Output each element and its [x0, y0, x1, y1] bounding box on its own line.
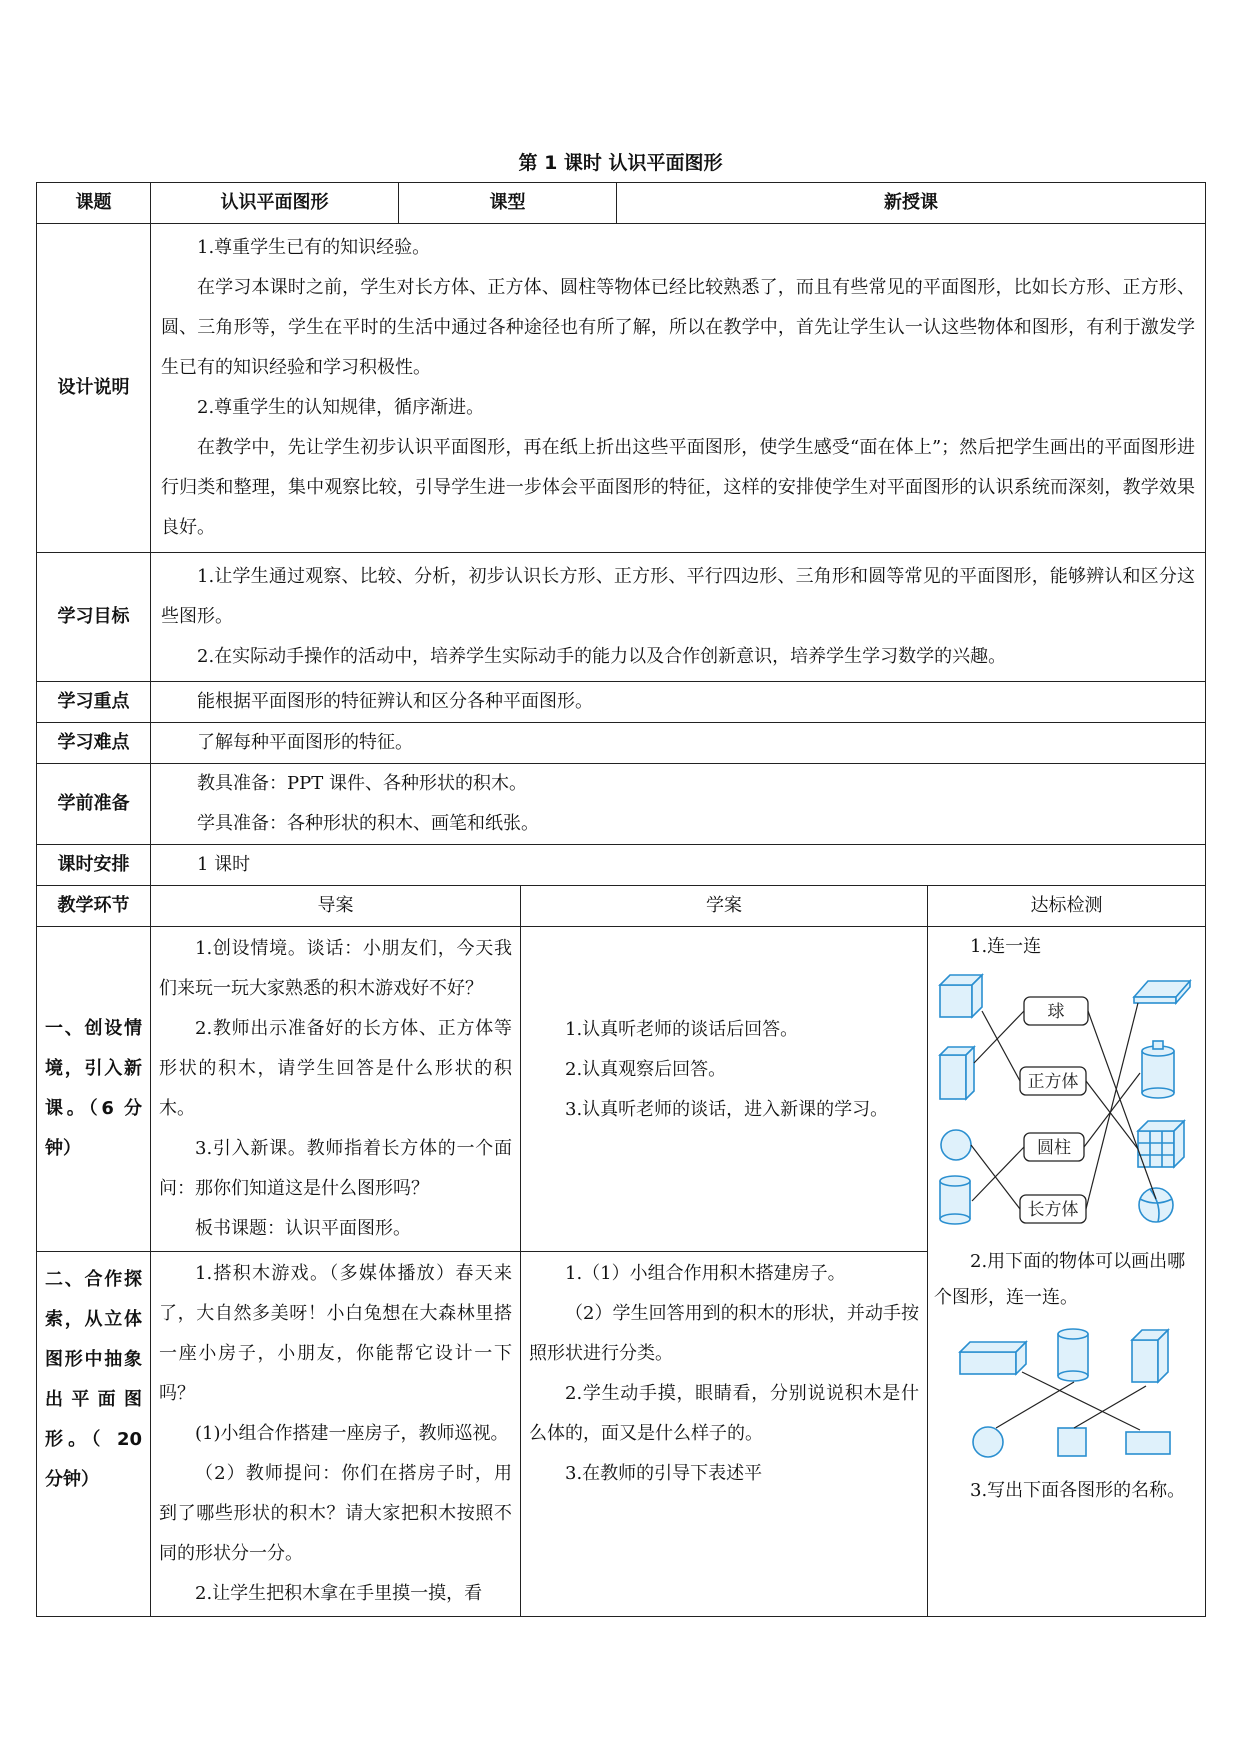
- match-lines-1: [971, 1003, 1156, 1209]
- sec2-study-para: （2）学生回答用到的积木的形状，并动手按照形状进行分类。: [529, 1303, 919, 1364]
- goals-body: [151, 553, 1206, 682]
- col-check: 达标检测: [928, 886, 1206, 927]
- check-q3: 3.写出下面各图形的名称。: [970, 1480, 1186, 1501]
- cuboid-tall-icon: [1132, 1330, 1168, 1382]
- type-key: 课型: [399, 183, 617, 224]
- sec2-guide: [151, 1252, 521, 1617]
- sec1-guide-para: 2.教师出示准备好的长方体、正方体等形状的积木，请学生回答是什么形状的积木。: [159, 1018, 512, 1119]
- sec1-study-para: 3.认真听老师的谈话，进入新课的学习。: [565, 1099, 889, 1120]
- prep-para: 教具准备：PPT 课件、各种形状的积木。: [197, 773, 527, 794]
- rubik-cube-icon: [1138, 1121, 1184, 1167]
- sec2-guide-para: 1.搭积木游戏。（多媒体播放）春天来了，大自然多美呀！小白兔想在大森林里搭一座小房子，小朋友，你能帮它设计一下吗？: [159, 1263, 512, 1404]
- prep-body: [151, 764, 1206, 845]
- sec1-study-para: 1.认真听老师的谈话后回答。: [565, 1019, 799, 1040]
- sphere-icon: [941, 1130, 971, 1160]
- sec1-guide-para: 3.引入新课。教师指着长方体的一个面问：那你们知道这是什么图形吗？: [159, 1138, 512, 1199]
- design-label: 设计说明: [37, 224, 151, 553]
- cylinder-icon: [940, 1176, 970, 1224]
- slab-icon: [1134, 981, 1190, 1003]
- label-cuboid: 长方体: [1027, 1200, 1079, 1220]
- design-para: 2.尊重学生的认知规律，循序渐进。: [197, 397, 485, 418]
- sec2-guide-para: (1)小组合作搭建一座房子，教师巡视。: [195, 1423, 509, 1444]
- lesson-plan-table: [36, 182, 1206, 1617]
- key-text: 能根据平面图形的特征辨认和区分各种平面图形。: [197, 691, 593, 712]
- type-value: 新授课: [617, 183, 1206, 224]
- difficult-text: 了解每种平面图形的特征。: [197, 732, 413, 753]
- goals-para: 1.让学生通过观察、比较、分析，初步认识长方形、正方形、平行四边形、三角形和圆等常见的平面图形，能够辨认和区分这些图形。: [161, 566, 1195, 627]
- sec2-study: [521, 1252, 928, 1617]
- cuboid-flat-icon: [960, 1342, 1026, 1374]
- sec2-study-para: 2.学生动手摸，眼睛看，分别说说积木是什么体的，面又是什么样子的。: [529, 1383, 919, 1444]
- check-cell: [928, 927, 1206, 1617]
- sec1-label: 一、创设情境，引入新课。（6 分钟）: [37, 927, 151, 1252]
- design-para: 1.尊重学生已有的知识经验。: [197, 237, 431, 258]
- label-cylinder: 圆柱: [1037, 1138, 1071, 1158]
- can-icon: [1142, 1041, 1174, 1098]
- square-icon: [1058, 1428, 1086, 1456]
- design-para: 在学习本课时之前，学生对长方体、正方体、圆柱等物体已经比较熟悉了，而且有些常见的平面图形，比如长方形、正方形、圆、三角形等，学生在平时的生活中通过各种途径也有所了解，所以在教学中，首先让学生认一认这些物体和图形，有利于激发学生已有的知识经验和学习积极性。: [161, 277, 1195, 378]
- sec1-study: [521, 927, 928, 1252]
- match-diagram-2: [934, 1316, 1200, 1458]
- sec2-study-para: 3.在教师的引导下表述平: [565, 1463, 763, 1484]
- check-q1: 1.连一连: [970, 936, 1042, 957]
- sec1-guide-para: 板书课题：认识平面图形。: [195, 1218, 411, 1239]
- circle-icon: [973, 1427, 1003, 1457]
- goals-para: 2.在实际动手操作的活动中，培养学生实际动手的能力以及合作创新意识，培养学生学习数学的兴趣。: [197, 646, 1007, 667]
- key-label: 学习重点: [37, 682, 151, 723]
- rectangle-icon: [1126, 1432, 1170, 1454]
- topic-key: 课题: [37, 183, 151, 224]
- label-ball: 球: [1047, 1002, 1065, 1022]
- label-cube: 正方体: [1027, 1072, 1079, 1092]
- cylinder-2-icon: [1058, 1329, 1088, 1381]
- sec2-guide-para: （2）教师提问：你们在搭房子时，用到了哪些形状的积木？请大家把积木按照不同的形状分一分。: [159, 1463, 512, 1564]
- check-q2: 2.用下面的物体可以画出哪个图形，连一连。: [934, 1251, 1186, 1308]
- prep-para: 学具准备：各种形状的积木、画笔和纸张。: [197, 813, 539, 834]
- prep-label: 学前准备: [37, 764, 151, 845]
- match-diagram-1: [934, 967, 1200, 1229]
- col-guide: 导案: [151, 886, 521, 927]
- hours-label: 课时安排: [37, 845, 151, 886]
- sec2-label: 二、合作探索，从立体图形中抽象出平面图形。（ 20 分钟）: [37, 1252, 151, 1617]
- design-body: [151, 224, 1206, 553]
- col-study: 学案: [521, 886, 928, 927]
- page-title: 第 1 课时 认识平面图形: [518, 152, 723, 174]
- topic-value: 认识平面图形: [151, 183, 399, 224]
- goals-label: 学习目标: [37, 553, 151, 682]
- cuboid-icon: [940, 1047, 974, 1099]
- ball-icon: [1139, 1188, 1173, 1222]
- hours-text: 1 课时: [197, 854, 251, 875]
- difficult-label: 学习难点: [37, 723, 151, 764]
- sec1-guide-para: 1.创设情境。谈话：小朋友们，今天我们来玩一玩大家熟悉的积木游戏好不好？: [159, 938, 512, 999]
- design-para: 在教学中，先让学生初步认识平面图形，再在纸上折出这些平面图形，使学生感受“面在体上”；然后把学生画出的平面图形进行归类和整理，集中观察比较，引导学生进一步体会平面图形的特征，这样的安排使学生对平面图形的认识系统而深刻，教学效果良好。: [161, 437, 1195, 538]
- sec2-guide-para: 2.让学生把积木拿在手里摸一摸，看: [195, 1583, 483, 1604]
- cube-icon: [940, 975, 982, 1017]
- sec2-study-para: 1.（1）小组合作用积木搭建房子。: [565, 1263, 846, 1284]
- col-stage: 教学环节: [37, 886, 151, 927]
- sec1-study-para: 2.认真观察后回答。: [565, 1059, 727, 1080]
- sec1-guide: [151, 927, 521, 1252]
